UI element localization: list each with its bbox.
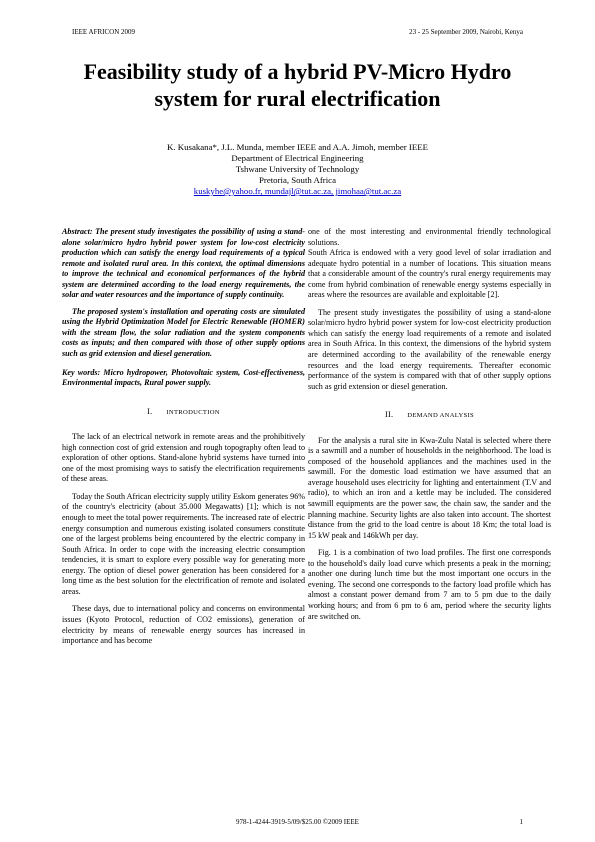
right-column [308,227,551,622]
author-block [0,142,595,197]
paper-title [0,58,595,112]
section-number: II. [385,410,394,420]
intro-paragraph-2: Today the South African electricity supply utility Eskom generates 96% of the country's electricity (about 35.000 Megawatts) [1]; which is not enough to meet the total power requirements. The increased rate of electric energy consumption and numerous existing isolated consumers constitute one of the largest problems being encountered by the electric company in South Africa. In order to cope with the increasing electric consumption tendencies, it is smart to explore every possible way for generating more energy. The option of diesel power generation has been considered for a long time as the best solution for the electrification of remote and isolated areas. [62,491,305,596]
author-names: K. Kusakana*, J.L. Munda, member IEEE and A.A. Jimoh, member IEEE [167,142,428,152]
section-title: INTRODUCTION [166,408,220,416]
header-conference: IEEE AFRICON 2009 [72,28,135,36]
author-city: Pretoria, South Africa [259,175,336,185]
right-paragraph-1: South Africa is endowed with a very good level of solar irradiation and adequate hydro potential in a number of locations. This situation means that a considerable amount of the country's rural energy requirements may come from hybrid combination of renewable energy systems especially in areas where the resources are available and exploitable [2]. [308,248,551,300]
footer-copyright: 978-1-4244-3919-5/09/$25.00 ©2009 IEEE [236,818,359,826]
abstract-paragraph-2: The proposed system's installation and operating costs are simulated using the Hybrid Optimization Model for Electric Renewable (HOMER) with the stream flow, the solar radiation and the system components costs as inputs; and then compared with those of other supply options such as grid extension and diesel generation. [62,306,305,359]
intro-paragraph-1: The lack of an electrical network in remote areas and the prohibitively high connection cost of grid extension and rough topography often lead to exploration of other options. Stand-alone hybrid systems have turned into one of the most promising ways to satisfy the electrification requirements of these areas. [62,432,305,484]
intro-paragraph-3: These days, due to international policy and concerns on environmental issues (Kyoto Protocol, reduction of CO2 emissions), generation of electricity by means of renewable energy sources has increased in importance and has become [62,604,305,646]
section-title: DEMAND ANALYSIS [407,412,474,420]
demand-paragraph-2: Fig. 1 is a combination of two load profiles. The first one corresponds to the household's daily load curve which presents a peak in the morning; another one during lunch time but the most important one occurs in the evening. The second one corresponds to the factory load profile which has almost a constant power demand from 7 am to 5 pm due to the daily working hours; and from 6 pm to 6 am, period where the security lights are switched on. [308,548,551,621]
left-column [62,227,305,647]
abstract-paragraph: Abstract: The present study investigates the possibility of using a stand-alone solar/micro hydro hybrid power system for low-cost electricity production which can satisfy the energy load requirements of a typical remote and isolated rural area. In this context, the optimal dimensions to improve the technical and economical performances of the hybrid system are determined according to the load energy requirements, the solar and water resources and the importance of supply continuity. [62,227,305,300]
title-line-2: system for rural electrification [154,86,441,111]
demand-paragraph-1: For the analysis a rural site in Kwa-Zulu Natal is selected where there is a sawmill and a number of households in the neighborhood. The load is composed of the household appliances and the machines used in the sawmill. For the domestic load estimation we have assumed that an average household uses electricity for lighting and entertainment (T.V and radio), to which an iron and a kettle may be included. The considered sawmill equipments are the power saw, the chain saw, the sander and the planning machine. Security lights are also taken into account. The shortest distance from the grid to the load centre is about 18 Km; the total load is 15 kW peak and 146kWh per day. [308,435,551,540]
section-heading-introduction [62,407,305,419]
header-date-location: 23 - 25 September 2009, Nairobi, Kenya [409,28,523,36]
right-paragraph-0: one of the most interesting and environmental friendly technological solutions. [308,227,551,247]
section-heading-demand [308,410,551,422]
page-number: 1 [519,818,523,826]
title-line-1: Feasibility study of a hybrid PV-Micro Hydro [83,59,512,84]
author-university: Tshwane University of Technology [235,164,360,174]
keywords: Key words: Micro hydropower, Photovoltaic system, Cost-effectiveness, Environmental impacts, Rural power supply. [62,367,305,388]
author-emails[interactable]: kuskyhe@yahoo.fr, mundajl@tut.ac.za, jimohaa@tut.ac.za [193,186,402,196]
author-department: Department of Electrical Engineering [231,153,364,163]
section-number: I. [147,406,153,416]
right-paragraph-2: The present study investigates the possibility of using a stand-alone solar/micro hydro hybrid power system for low-cost electricity production which can satisfy the energy load requirements of a remote and isolated area in South Africa. In this context, the dimensions of the hybrid system are determined according to the availability of the renewable energy resources and the load energy requirements. Thereafter economic performance of the system is compared with that of other supply options such as grid extension or diesel generation. [308,307,551,391]
